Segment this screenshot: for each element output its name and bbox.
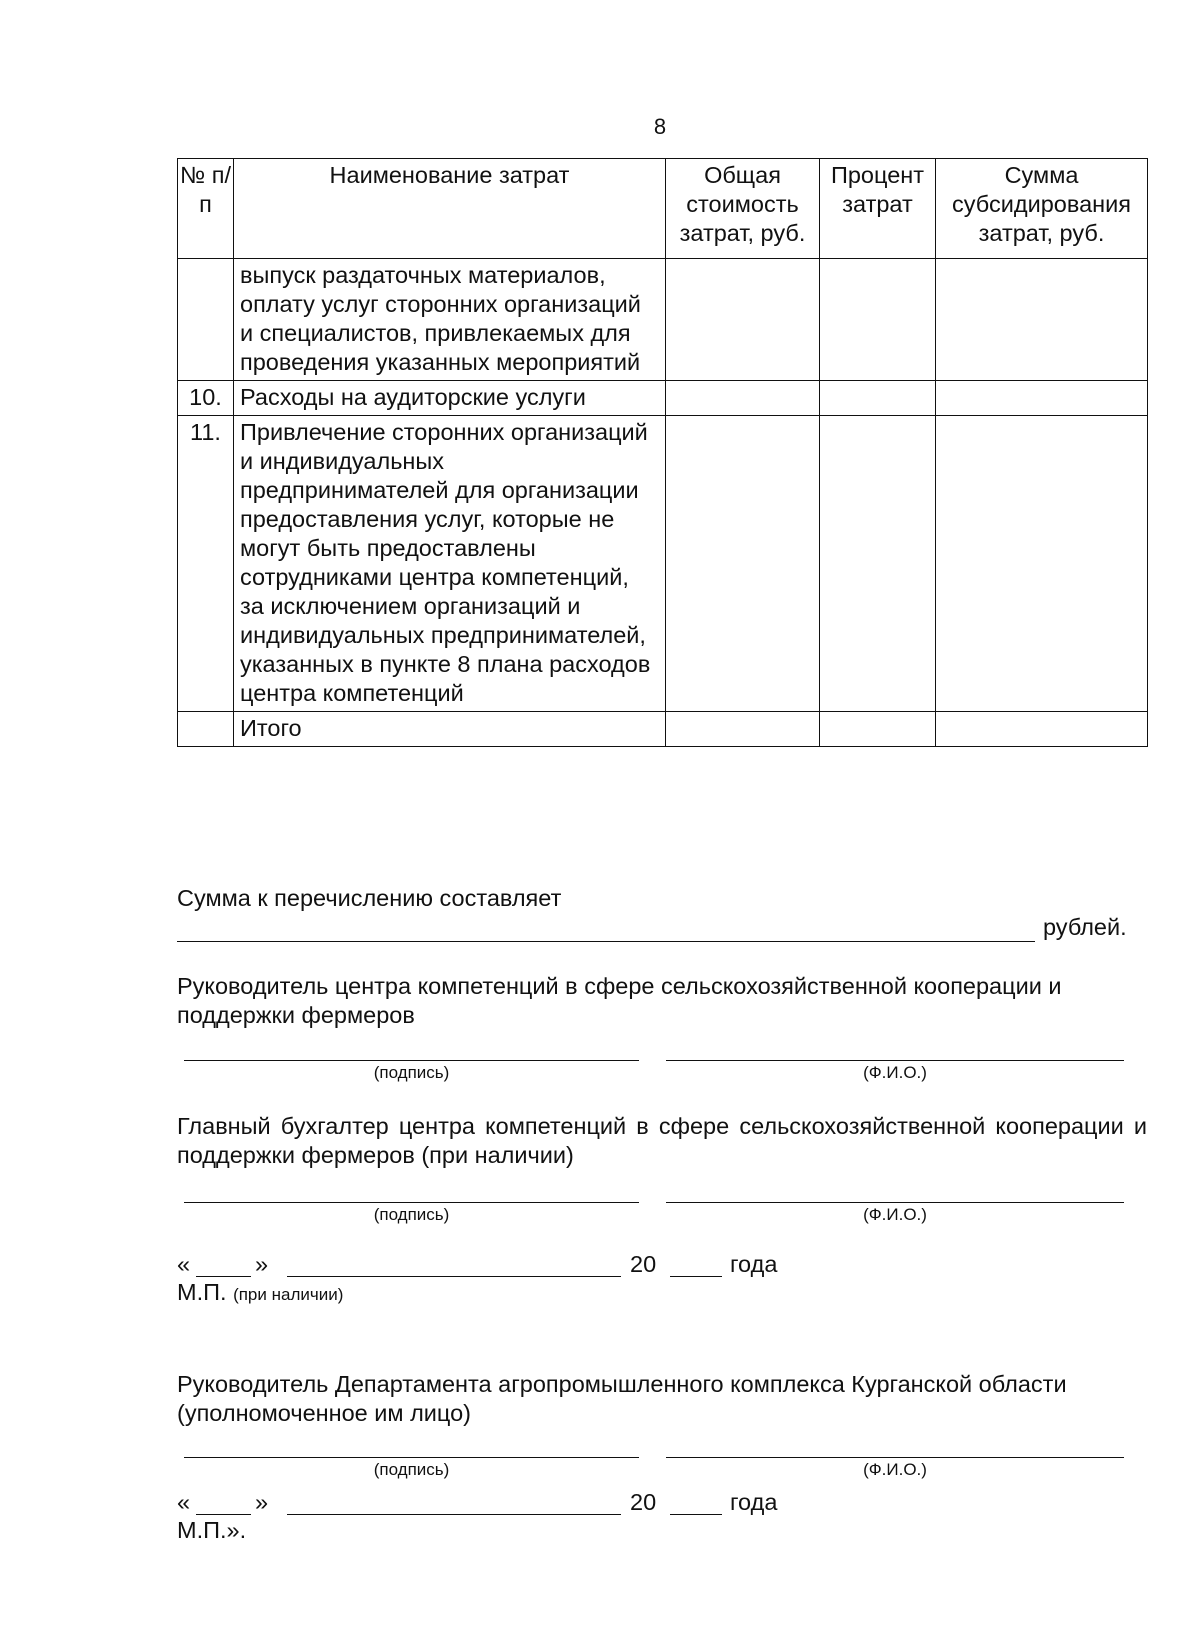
header-num: № п/п — [178, 159, 234, 259]
chief-accountant-name-caption: (Ф.И.О.) — [863, 1205, 927, 1224]
row-total — [666, 712, 820, 747]
row-percent — [820, 712, 936, 747]
row-total — [666, 416, 820, 712]
chief-accountant-title-text-full: поддержки фермеров (при наличии) — [177, 1142, 574, 1168]
date2-year-line[interactable] — [670, 1514, 722, 1515]
department-head-name-caption: (Ф.И.О.) — [863, 1460, 927, 1479]
chief-accountant-title — [177, 1112, 1147, 1141]
chief-accountant-name-line[interactable] — [666, 1202, 1124, 1203]
row-name: Итого — [234, 712, 666, 747]
header-name: Наименование затрат — [234, 159, 666, 259]
date2-year-prefix: 20 — [630, 1489, 657, 1515]
date2-stamp: М.П.». — [177, 1517, 247, 1543]
date2-day-line[interactable] — [196, 1514, 251, 1515]
row-total — [666, 381, 820, 416]
row-total — [666, 259, 820, 381]
head-center-signature-caption: (подпись) — [373, 1063, 450, 1082]
row-percent — [820, 416, 936, 712]
date1-year-suffix: года — [730, 1251, 778, 1277]
department-head-name-line[interactable] — [666, 1457, 1124, 1458]
row-num — [178, 712, 234, 747]
date2-close-quote: » — [255, 1489, 269, 1515]
cost-table — [177, 158, 1148, 747]
transfer-amount-line[interactable] — [177, 941, 1035, 942]
head-center-name-line[interactable] — [666, 1060, 1124, 1061]
head-center-signature-line[interactable] — [184, 1060, 639, 1061]
date1-close-quote: » — [255, 1251, 269, 1277]
row-num: 11. — [178, 416, 234, 712]
date1-open-quote: « — [177, 1251, 191, 1277]
row-subsidy — [936, 381, 1148, 416]
row-percent — [820, 259, 936, 381]
header-total: Общая стоимость затрат, руб. — [666, 159, 820, 259]
row-subsidy — [936, 712, 1148, 747]
transfer-currency: рублей. — [1043, 914, 1127, 940]
row-name: Привлечение сторонних организаций и индивидуальных предпринимателей для организации предоставления услуг, которые не могут быть предоставлены сотрудниками центра компетенций, за исключением организаций и индивидуальных предпринимателей, указанных в пункте 8 плана расходов центра компетенций — [234, 416, 666, 712]
row-num: 10. — [178, 381, 234, 416]
chief-accountant-title-full — [177, 1141, 1147, 1170]
date1-day-line[interactable] — [196, 1276, 251, 1277]
header-subsidy: Сумма субсидирования затрат, руб. — [936, 159, 1148, 259]
row-percent — [820, 381, 936, 416]
date1-year-line[interactable] — [670, 1276, 722, 1277]
table-row — [178, 416, 1148, 712]
date1-year-prefix: 20 — [630, 1251, 657, 1277]
date1-month-line[interactable] — [287, 1276, 621, 1277]
date1-stamp — [177, 1278, 343, 1309]
header-percent: Процент затрат — [820, 159, 936, 259]
row-name: выпуск раздаточных материалов, оплату услуг сторонних организаций и специалистов, привлекаемых для проведения указанных мероприятий — [234, 259, 666, 381]
row-num — [178, 259, 234, 381]
department-head-signature-line[interactable] — [184, 1457, 639, 1458]
row-subsidy — [936, 259, 1148, 381]
department-head-title: Руководитель Департамента агропромышленного комплекса Курганской области (уполномоченное им лицо) — [177, 1371, 1067, 1426]
chief-accountant-title-text: Главный бухгалтер центра компетенций в сфере сельскохозяйственной кооперации и — [177, 1113, 1147, 1139]
department-head-signature-caption: (подпись) — [373, 1460, 450, 1479]
head-center-title: Руководитель центра компетенций в сфере сельскохозяйственной кооперации и поддержки фермеров — [177, 973, 1062, 1028]
chief-accountant-signature-line[interactable] — [184, 1202, 639, 1203]
chief-accountant-signature-caption: (подпись) — [373, 1205, 450, 1224]
date2-year-suffix: года — [730, 1489, 778, 1515]
head-center-name-caption: (Ф.И.О.) — [863, 1063, 927, 1082]
page-number: 8 — [653, 114, 667, 139]
table-header-row — [178, 159, 1148, 259]
transfer-label: Сумма к перечислению составляет — [177, 885, 562, 911]
row-name: Расходы на аудиторские услуги — [234, 381, 666, 416]
table-row-total — [178, 712, 1148, 747]
table-row — [178, 259, 1148, 381]
date2-month-line[interactable] — [287, 1514, 621, 1515]
date2-open-quote: « — [177, 1489, 191, 1515]
row-subsidy — [936, 416, 1148, 712]
date1-stamp-label: М.П. — [177, 1279, 227, 1305]
date1-stamp-note: (при наличии) — [233, 1285, 344, 1304]
table-row — [178, 381, 1148, 416]
